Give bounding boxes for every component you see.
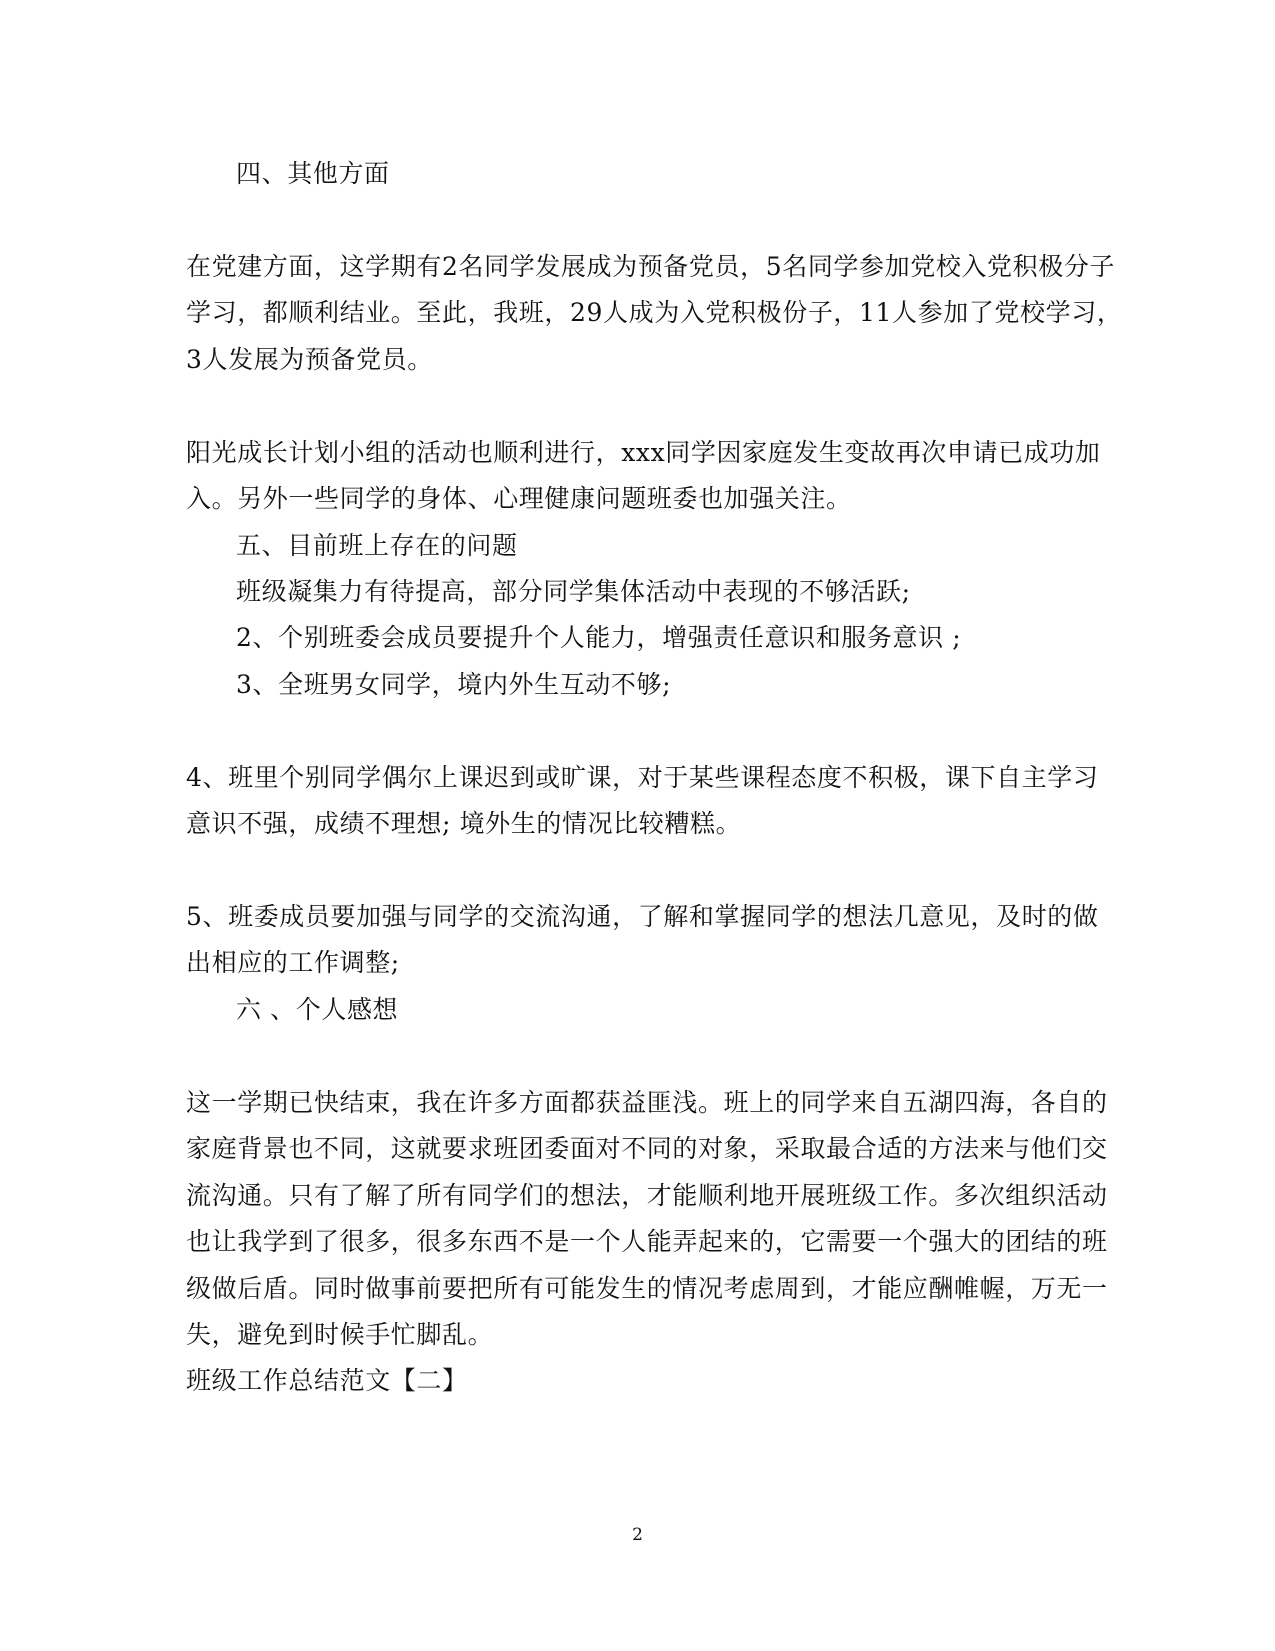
- section-heading-other: 四、其他方面: [236, 159, 390, 188]
- paragraph-line: 4、班里个别同学偶尔上课迟到或旷课，对于某些课程态度不积极，课下自主学习: [186, 763, 1099, 792]
- paragraph-line: 这一学期已快结束，我在许多方面都获益匪浅。班上的同学来自五湖四海，各自的: [186, 1088, 1108, 1117]
- closing-title: 班级工作总结范文【二】: [186, 1366, 468, 1395]
- paragraph-line: 失，避免到时候手忙脚乱。: [186, 1320, 494, 1349]
- paragraph-line: 阳光成长计划小组的活动也顺利进行，xxx同学因家庭发生变故再次申请已成功加: [186, 438, 1101, 467]
- section-heading-reflections: 六 、个人感想: [236, 995, 399, 1024]
- paragraph-line: 也让我学到了很多，很多东西不是一个人能弄起来的，它需要一个强大的团结的班: [186, 1227, 1108, 1256]
- page-number: 2: [632, 1525, 643, 1545]
- paragraph-line: 3人发展为预备党员。: [186, 345, 433, 374]
- paragraph-line: 入。另外一些同学的身体、心理健康问题班委也加强关注。: [186, 484, 852, 513]
- paragraph-line: 流沟通。只有了解了所有同学们的想法，才能顺利地开展班级工作。多次组织活动: [186, 1181, 1108, 1210]
- problem-item: 班级凝集力有待提高，部分同学集体活动中表现的不够活跃;: [236, 577, 911, 606]
- paragraph-line: 意识不强，成绩不理想; 境外生的情况比较糟糕。: [186, 809, 742, 838]
- section-heading-problems: 五、目前班上存在的问题: [236, 531, 518, 560]
- paragraph-line: 级做后盾。同时做事前要把所有可能发生的情况考虑周到，才能应酬帷幄，万无一: [186, 1274, 1108, 1303]
- paragraph-line: 学习，都顺利结业。至此，我班，29人成为入党积极份子，11人参加了党校学习，: [186, 298, 1123, 327]
- paragraph-line: 5、班委成员要加强与同学的交流沟通，了解和掌握同学的想法几意见，及时的做: [186, 902, 1099, 931]
- problem-item: 3、全班男女同学，境内外生互动不够;: [236, 670, 672, 699]
- problem-item: 2、个别班委会成员要提升个人能力，增强责任意识和服务意识 ;: [236, 623, 962, 652]
- paragraph-line: 在党建方面，这学期有2名同学发展成为预备党员，5名同学参加党校入党积极分子: [186, 252, 1116, 281]
- paragraph-line: 出相应的工作调整;: [186, 948, 400, 977]
- paragraph-line: 家庭背景也不同，这就要求班团委面对不同的对象，采取最合适的方法来与他们交: [186, 1134, 1108, 1163]
